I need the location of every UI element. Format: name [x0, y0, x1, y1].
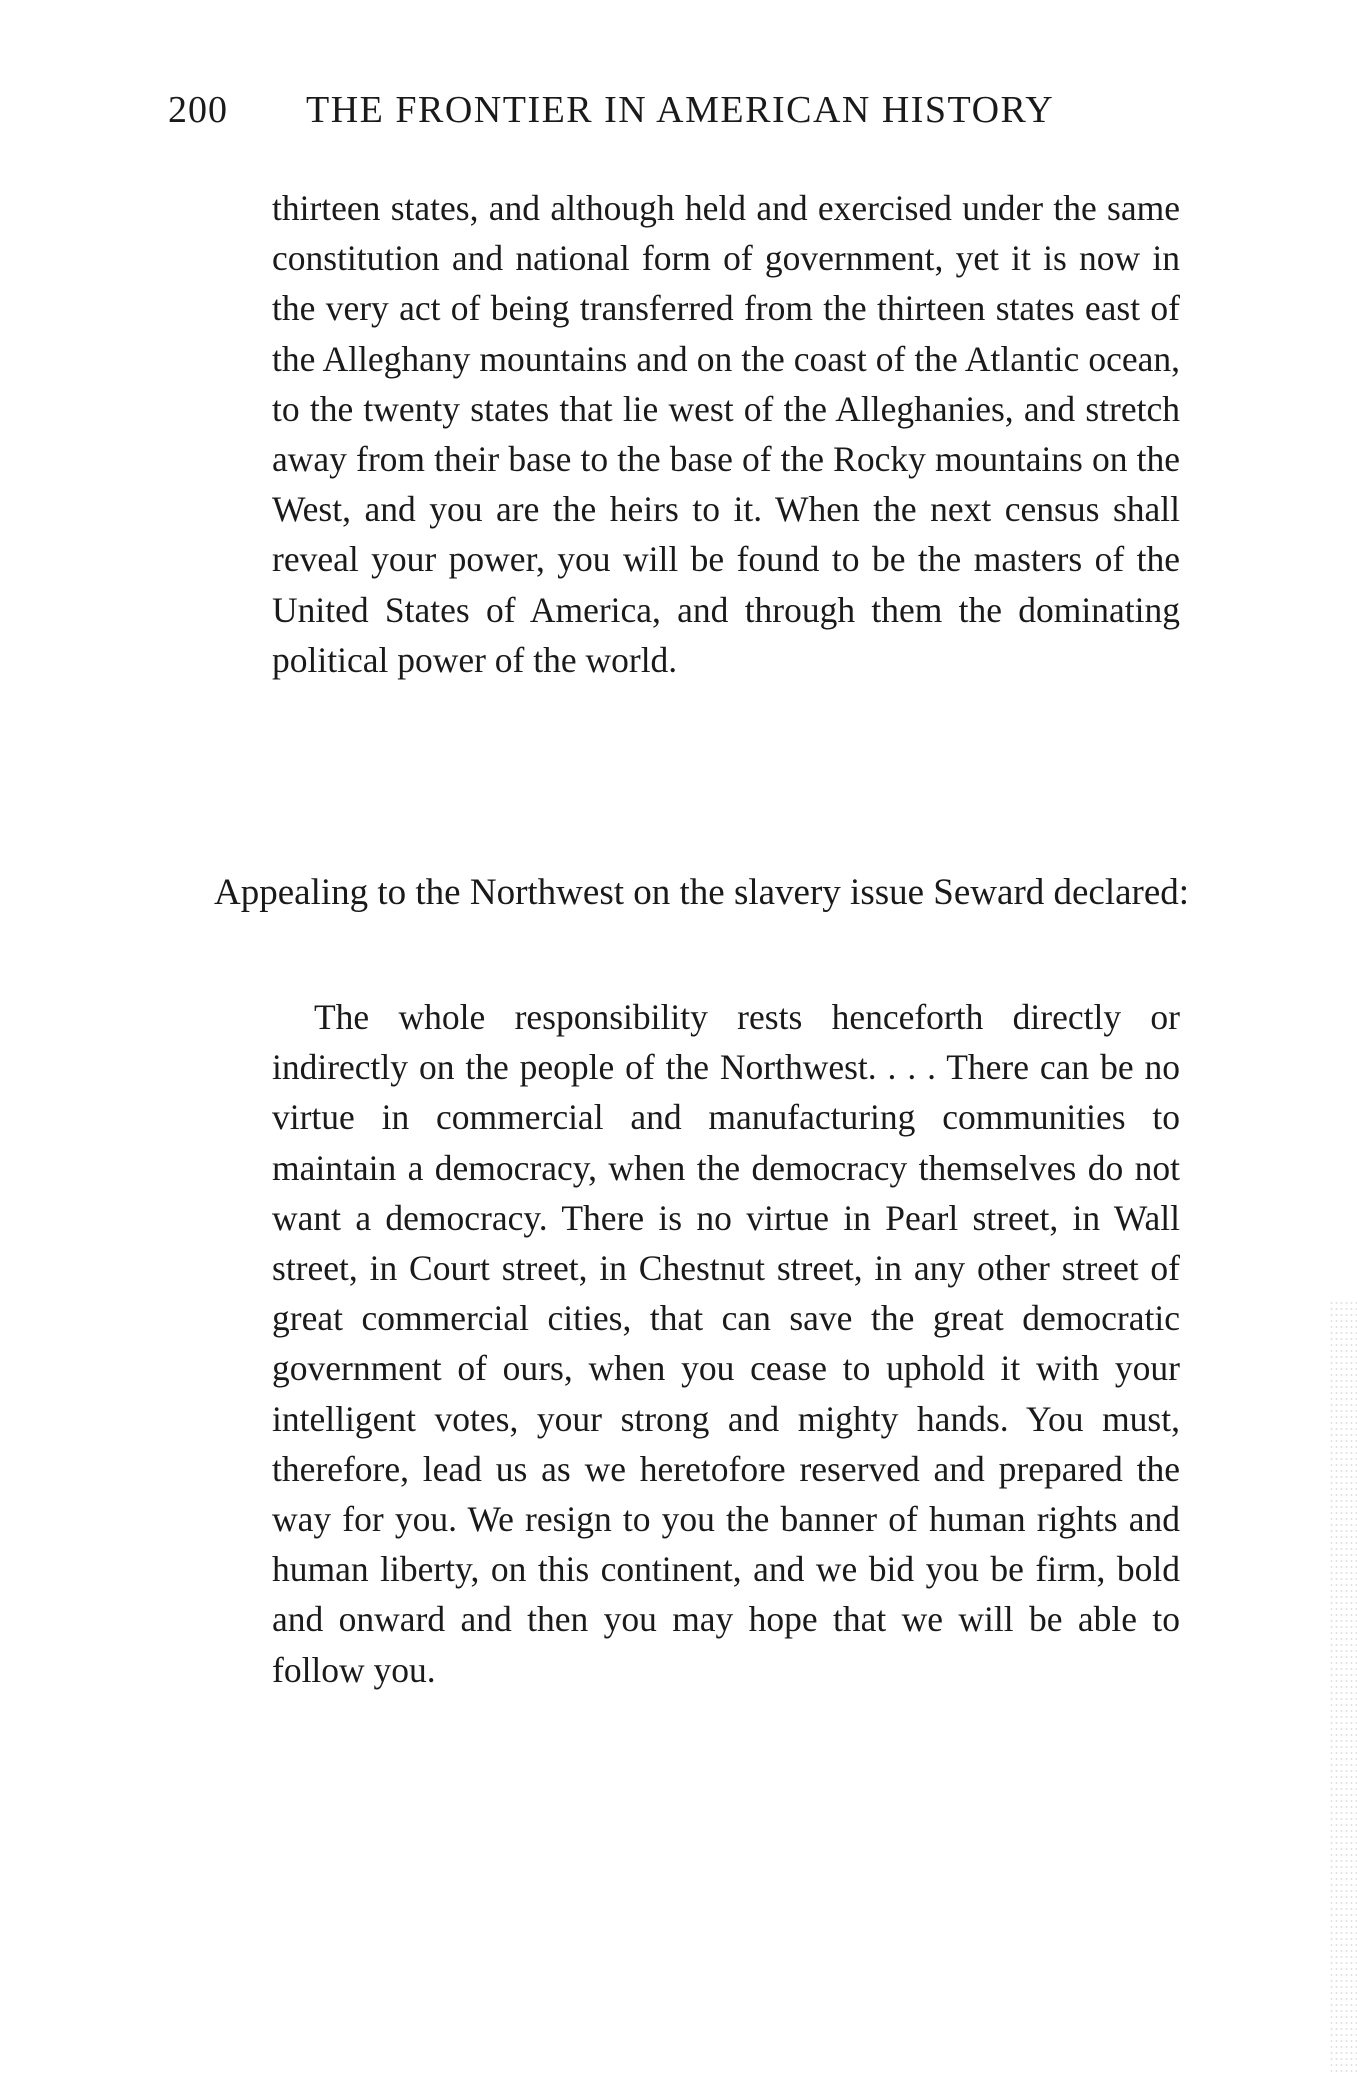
page-number: 200: [168, 89, 228, 131]
block-quote-seward: The whole responsibility rests henceforth directly or indirectly on the people of the Northwest. . . . There can be no virtue in commercial and manufacturing communities to maintain a democracy, when the democracy themselves do not want a democracy. There is no virtue in Pearl street, in Wall street, in Court street, in Chestnut street, in any other street of great commercial cities, that can save the great democratic government of ours, when you cease to uphold it with your intelligent votes, your strong and mighty hands. You must, therefore, lead us as we heretofore reserved and prepared the way for you. We resign to you the banner of human rights and human liberty, on this continent, and we bid you be firm, bold and onward and then you may hope that we will be able to follow you.: [272, 997, 1180, 1690]
body-paragraph: Appealing to the Northwest on the slavery issue Seward declared:: [214, 872, 1190, 913]
block-quote-continuation: thirteen states, and although held and exercised under the same constitution and national form of government, yet it is now in the very act of being transferred from the thirteen states east of the Alleghany mountains and on the coast of the Atlantic ocean, to the twenty states that lie west of the Alleghanies, and stretch away from their base to the base of the Rocky mountains on the West, and you are the heirs to it. When the next census shall reveal your power, you will be found to be the masters of the United States of America, and through them the dominating political power of the world.: [272, 188, 1180, 680]
page-edge-texture: [1329, 1300, 1357, 2073]
running-head: [168, 88, 1178, 138]
running-title: THE FRONTIER IN AMERICAN HISTORY: [306, 89, 1055, 131]
